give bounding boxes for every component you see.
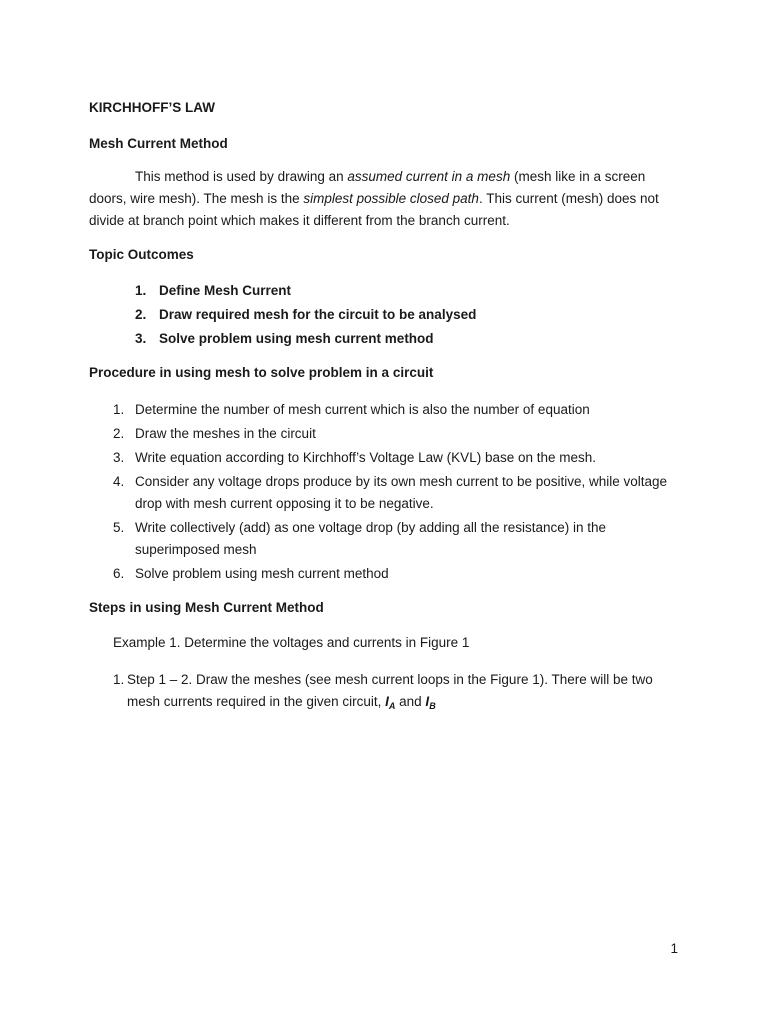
list-item bbox=[113, 423, 673, 445]
list-number: 2. bbox=[113, 426, 125, 441]
conjunction: and bbox=[395, 694, 426, 709]
list-item bbox=[135, 280, 655, 304]
list-number: 5. bbox=[113, 520, 125, 535]
intro-italic-text: assumed current in a mesh bbox=[347, 169, 511, 184]
procedure-list bbox=[113, 399, 673, 587]
list-number: 6. bbox=[113, 566, 125, 581]
list-item bbox=[113, 517, 673, 561]
topic-outcomes-heading: Topic Outcomes bbox=[89, 247, 194, 262]
current-subscript: B bbox=[429, 701, 436, 711]
list-text: Draw required mesh for the circuit to be analysed bbox=[159, 307, 477, 322]
list-number: 4. bbox=[113, 474, 125, 489]
list-number: 3. bbox=[113, 450, 125, 465]
list-number: 2. bbox=[135, 307, 147, 322]
list-text: Determine the number of mesh current which is also the number of equation bbox=[135, 402, 590, 417]
intro-line-2 bbox=[89, 188, 679, 210]
list-text: Draw the meshes in the circuit bbox=[135, 426, 316, 441]
example-text: Example 1. Determine the voltages and currents in Figure 1 bbox=[113, 635, 470, 650]
list-item bbox=[113, 399, 673, 421]
list-number: 1. bbox=[113, 402, 125, 417]
list-text: Write equation according to Kirchhoff’s Voltage Law (KVL) base on the mesh. bbox=[135, 450, 597, 465]
current-symbol: I bbox=[425, 694, 430, 709]
list-text: Solve problem using mesh current method bbox=[135, 566, 389, 581]
list-text: Consider any voltage drops produce by its own mesh current to be positive, while voltage drop with mesh current opposing it to be negative. bbox=[135, 474, 668, 511]
list-item bbox=[135, 304, 655, 328]
step-body: Step 1 – 2. Draw the meshes (see mesh current loops in the Figure 1). There will be two mesh currents required in the given circuit, bbox=[127, 672, 653, 709]
list-number: 1. bbox=[135, 283, 147, 298]
list-number: 1. bbox=[113, 672, 125, 687]
steps-heading: Steps in using Mesh Current Method bbox=[89, 600, 324, 615]
step-text bbox=[127, 669, 673, 713]
procedure-heading: Procedure in using mesh to solve problem in a circuit bbox=[89, 365, 434, 380]
intro-text: This method is used by drawing an bbox=[135, 169, 348, 184]
list-item bbox=[135, 328, 655, 352]
current-symbol: I bbox=[385, 694, 389, 709]
section-heading-mesh-current-method: Mesh Current Method bbox=[89, 136, 228, 151]
intro-text: . This current (mesh) does not bbox=[478, 191, 659, 206]
step-item bbox=[113, 669, 673, 713]
list-item bbox=[113, 471, 673, 515]
intro-paragraph bbox=[89, 166, 679, 232]
list-text: Solve problem using mesh current method bbox=[159, 331, 434, 346]
current-subscript: A bbox=[388, 701, 396, 711]
list-item bbox=[113, 447, 673, 469]
intro-line-1 bbox=[89, 166, 679, 188]
page-number: 1 bbox=[670, 941, 678, 956]
intro-line-3: divide at branch point which makes it different from the branch current. bbox=[89, 213, 510, 228]
topic-outcomes-list bbox=[135, 280, 655, 352]
list-text: Write collectively (add) as one voltage drop (by adding all the resistance) in the superimposed mesh bbox=[135, 520, 606, 557]
intro-italic-text: simplest possible closed path bbox=[303, 191, 479, 206]
page-title: KIRCHHOFF’S LAW bbox=[89, 100, 215, 115]
list-item bbox=[113, 563, 673, 585]
list-text: Define Mesh Current bbox=[159, 283, 292, 298]
intro-text: doors, wire mesh). The mesh is the bbox=[89, 191, 304, 206]
intro-text: (mesh like in a screen bbox=[510, 169, 646, 184]
list-number: 3. bbox=[135, 331, 147, 346]
